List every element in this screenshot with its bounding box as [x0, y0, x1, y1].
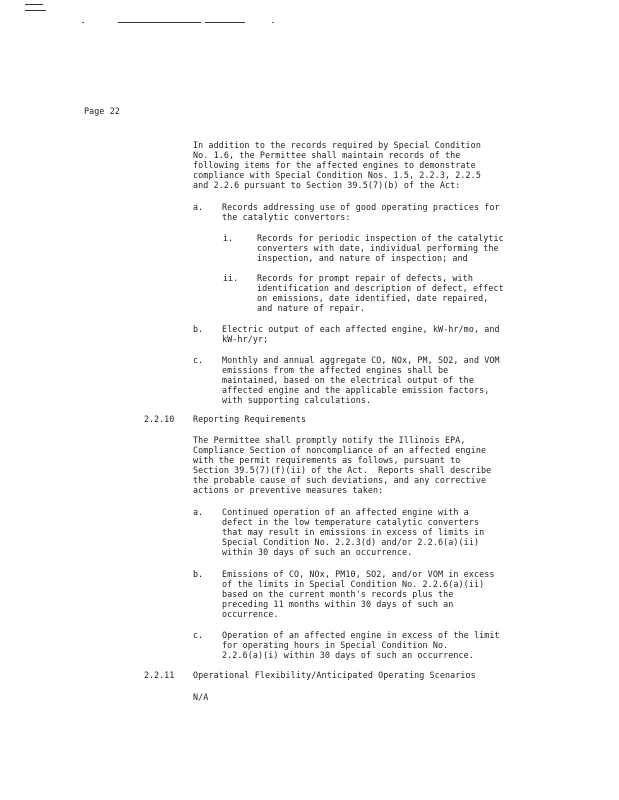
section-number: 2.2.10 — [144, 414, 175, 424]
text-line: preceding 11 months within 30 days of such an — [222, 599, 454, 609]
scan-rule-top-2 — [205, 22, 245, 23]
text-line: emissions from the affected engines shall be — [222, 365, 449, 375]
section-body: N/A — [193, 692, 209, 702]
item-label: a. — [193, 202, 204, 212]
section-number: 2.2.11 — [144, 670, 175, 680]
text-line: with the permit requirements as follows, pursuant to — [193, 455, 461, 465]
text-line: and nature of repair. — [257, 303, 365, 313]
text-line: Special Condition No. 2.2.3(d) and/or 2.2.6(a)(ii) — [222, 537, 480, 547]
scan-rule-top — [118, 22, 201, 23]
section-title: Operational Flexibility/Anticipated Operating Scenarios — [193, 670, 476, 680]
item-label: c. — [193, 355, 204, 365]
text-line: No. 1.6, the Permittee shall maintain records of the — [193, 150, 461, 160]
text-line: Records addressing use of good operating practices for — [222, 202, 500, 212]
item-label: b. — [193, 324, 204, 334]
text-line: Electric output of each affected engine, kW-hr/mo, and — [222, 324, 500, 334]
item-label: ii. — [223, 273, 239, 283]
scan-dot — [272, 22, 274, 23]
text-line: for operating hours in Special Condition No. — [222, 640, 449, 650]
item-label: i. — [223, 233, 234, 243]
text-line: following items for the affected engines to demonstrate — [193, 160, 476, 170]
text-line: Records for prompt repair of defects, with — [257, 273, 473, 283]
text-line: on emissions, date identified, date repaired, — [257, 293, 489, 303]
item-label: c. — [193, 630, 204, 640]
text-line: The Permittee shall promptly notify the Illinois EPA, — [193, 435, 466, 445]
text-line: that may result in emissions in excess of limits in — [222, 527, 485, 537]
section-title: Reporting Requirements — [193, 414, 307, 424]
text-line: inspection, and nature of inspection; and — [257, 253, 468, 263]
text-line: within 30 days of such an occurrence. — [222, 547, 413, 557]
text-line: Operation of an affected engine in excess of the limit — [222, 630, 500, 640]
text-line: defect in the low temperature catalytic converters — [222, 517, 480, 527]
text-line: actions or preventive measures taken: — [193, 485, 384, 495]
text-line: Records for periodic inspection of the catalytic — [257, 233, 504, 243]
text-line: the probable cause of such deviations, and any corrective — [193, 475, 487, 485]
text-line: Emissions of CO, NOx, PM10, SO2, and/or VOM in excess — [222, 569, 495, 579]
text-line: Monthly and annual aggregate CO, NOx, PM, SO2, and VOM — [222, 355, 500, 365]
text-line: converters with date, individual performing the — [257, 243, 499, 253]
text-line: Continued operation of an affected engine with a — [222, 507, 469, 517]
text-line: with supporting calculations. — [222, 395, 372, 405]
text-line: and 2.2.6 pursuant to Section 39.5(7)(b) of the Act: — [193, 180, 461, 190]
text-line: occurrence. — [222, 609, 279, 619]
scan-mark-top-left — [25, 4, 43, 5]
page-number: Page 22 — [84, 106, 120, 116]
text-line: Section 39.5(7)(f)(ii) of the Act. Reports shall describe — [193, 465, 492, 475]
text-line: In addition to the records required by Special Condition — [193, 140, 481, 150]
scan-dot — [82, 22, 84, 23]
text-line: compliance with Special Condition Nos. 1.5, 2.2.3, 2.2.5 — [193, 170, 481, 180]
text-line: 2.2.6(a)(i) within 30 days of such an occurrence. — [222, 650, 474, 660]
text-line: kW-hr/yr; — [222, 334, 269, 344]
text-line: affected engine and the applicable emission factors, — [222, 385, 490, 395]
text-line: the catalytic convertors: — [222, 212, 351, 222]
text-line: Compliance Section of noncompliance of an affected engine — [193, 445, 487, 455]
scan-mark-top-left-2 — [25, 10, 46, 11]
text-line: identification and description of defect, effect — [257, 283, 504, 293]
item-label: b. — [193, 569, 204, 579]
text-line: of the limits in Special Condition No. 2.2.6(a)(ii) — [222, 579, 485, 589]
item-label: a. — [193, 507, 204, 517]
text-line: maintained, based on the electrical output of the — [222, 375, 474, 385]
text-line: based on the current month's records plus the — [222, 589, 454, 599]
